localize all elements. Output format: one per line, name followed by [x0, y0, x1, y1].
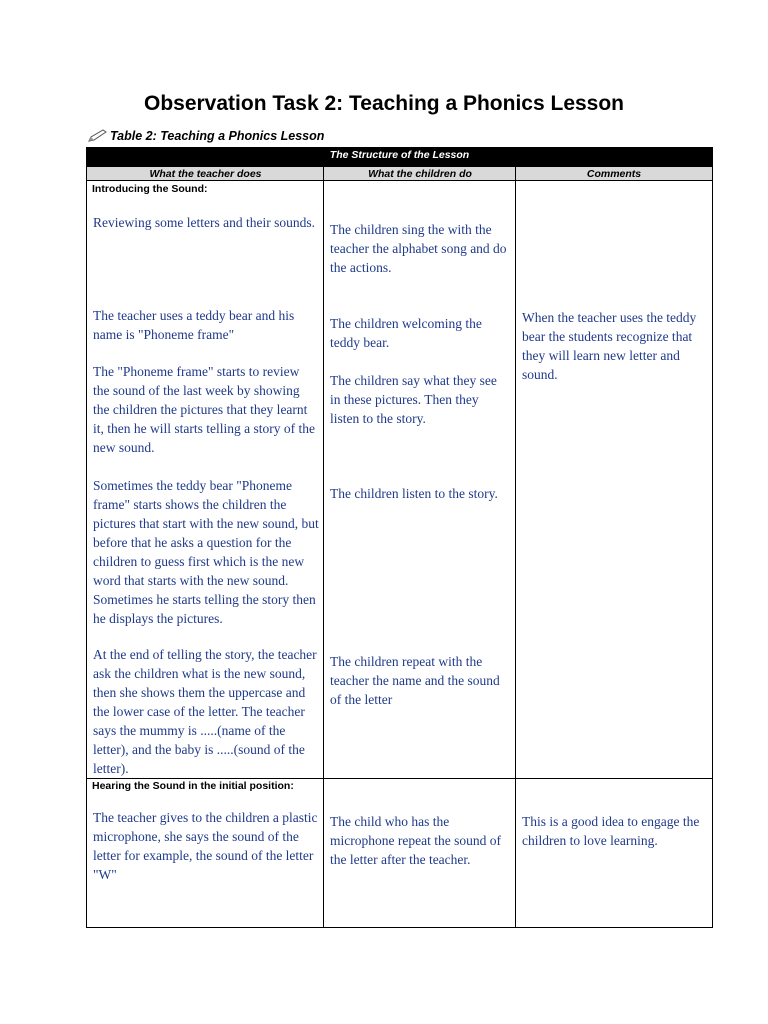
- teacher-cell: The teacher gives to the children a plastic microphone, she says the sound of the letter for example, the sound of the letter "W": [93, 810, 318, 882]
- children-cell: The children repeat with the teacher the name and the sound of the letter: [330, 654, 500, 707]
- column-divider: [515, 166, 516, 928]
- column-header-row: [87, 166, 712, 181]
- teacher-cell: At the end of telling the story, the teacher ask the children what is the new sound, then she shows them the uppercase and the lower case of the letter. The teacher says the mummy is .....(name of the letter), and the baby is .....(sound of the letter).: [93, 647, 317, 776]
- column-header-teacher: What the teacher does: [149, 168, 262, 180]
- children-cell: The children say what they see in these pictures. Then they listen to the story.: [330, 373, 497, 426]
- children-cell: The children welcoming the teddy bear.: [330, 316, 482, 350]
- column-header-children: What the children do: [368, 168, 472, 180]
- pencil-icon: [88, 129, 110, 143]
- comment-cell: This is a good idea to engage the children to love learning.: [522, 814, 700, 848]
- column-divider: [323, 166, 324, 928]
- children-cell: The children listen to the story.: [330, 486, 498, 501]
- teacher-cell: The "Phoneme frame" starts to review the sound of the last week by showing the children the pictures that they learnt it, then he will starts telling a story of the new sound.: [93, 364, 315, 455]
- section-divider: [87, 778, 712, 779]
- teacher-cell: Reviewing some letters and their sounds.: [93, 215, 315, 230]
- teacher-cell: The teacher uses a teddy bear and his name is "Phoneme frame": [93, 308, 295, 342]
- page-title: Observation Task 2: Teaching a Phonics Lesson: [143, 92, 625, 115]
- section-heading-initial-position: Hearing the Sound in the initial position:: [92, 780, 294, 792]
- comment-cell: When the teacher uses the teddy bear the students recognize that they will learn new letter and sound.: [522, 310, 697, 382]
- column-header-comments: Comments: [586, 168, 642, 180]
- teacher-cell: Sometimes the teddy bear "Phoneme frame" starts shows the children the pictures that start with the new sound, but before that he asks a question for the children to guess first which is the new word that starts with the new sound. Sometimes he starts telling the story then he displays the pictures.: [93, 478, 319, 626]
- children-cell: The children sing the with the teacher the alphabet song and do the actions.: [330, 222, 507, 275]
- children-cell: The child who has the microphone repeat the sound of the letter after the teacher.: [330, 814, 501, 867]
- lesson-table: [86, 147, 713, 928]
- table-header: The Structure of the Lesson: [87, 148, 712, 166]
- section-heading-introducing: Introducing the Sound:: [92, 183, 208, 195]
- table-caption-text: Table 2: Teaching a Phonics Lesson: [110, 129, 325, 143]
- table-caption: [88, 129, 324, 143]
